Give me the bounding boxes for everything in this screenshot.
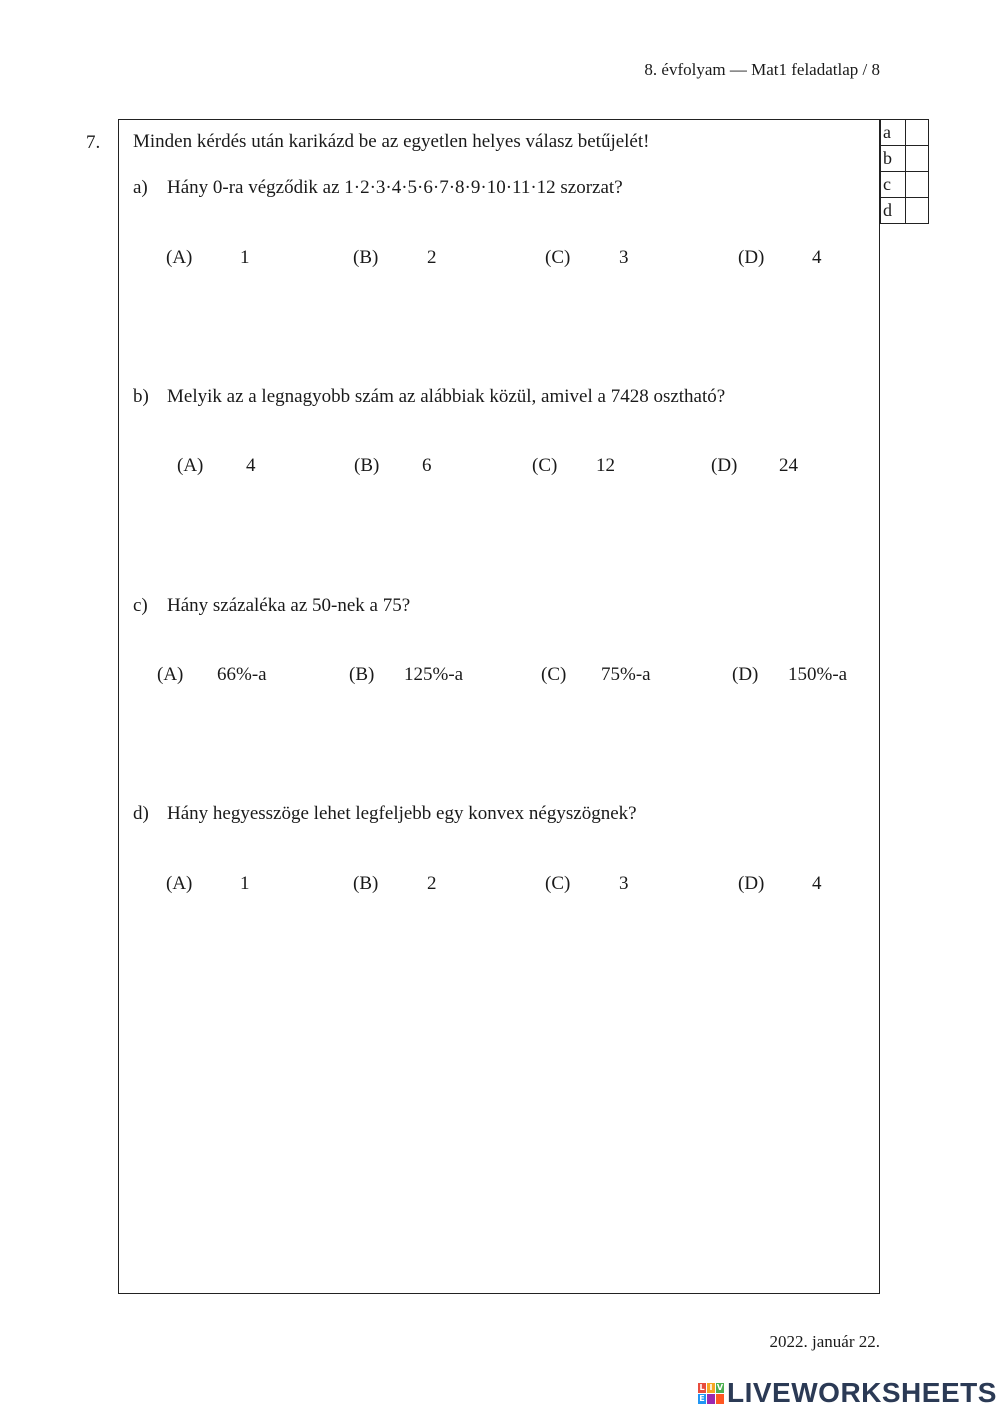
logo-tile: V <box>716 1382 724 1392</box>
option-value-a-C: 3 <box>619 247 629 268</box>
option-letter-b-C[interactable]: (C) <box>532 455 558 476</box>
question-text: Hány százaléka az 50-nek a 75? <box>167 595 411 616</box>
logo-tile: I <box>707 1383 715 1393</box>
question-text: Hány hegyesszöge lehet legfeljebb egy konvex négyszögnek? <box>167 803 637 824</box>
logo-tile: L <box>699 1382 705 1392</box>
option-value-a-A: 1 <box>240 247 250 268</box>
option-value-d-A: 1 <box>240 873 250 894</box>
option-value-b-A: 4 <box>246 455 256 476</box>
option-letter-a-C[interactable]: (C) <box>545 247 571 268</box>
option-value-d-C: 3 <box>619 873 629 894</box>
liveworksheets-logo-icon <box>698 1383 724 1404</box>
option-value-a-B: 2 <box>427 247 437 268</box>
option-value-d-B: 2 <box>427 873 437 894</box>
liveworksheets-wordmark: LIVEWORKSHEETS <box>727 1377 997 1408</box>
page-footer-date: 2022. január 22. <box>769 1332 880 1351</box>
question-a <box>133 177 623 199</box>
logo-tile <box>707 1394 715 1404</box>
option-letter-b-B[interactable]: (B) <box>354 455 380 476</box>
task-instruction: Minden kérdés után karikázd be az egyetlen helyes válasz betűjelét! <box>133 131 650 152</box>
task-frame <box>118 119 880 1294</box>
option-value-a-D: 4 <box>812 247 822 268</box>
option-value-c-D: 150%-a <box>788 664 848 685</box>
option-value-c-C: 75%-a <box>601 664 651 685</box>
page-header: 8. évfolyam — Mat1 feladatlap / 8 <box>644 60 880 79</box>
answer-row-label: d <box>881 198 906 224</box>
answer-row-b <box>881 146 929 172</box>
answer-row-label: c <box>881 172 906 198</box>
option-letter-c-C[interactable]: (C) <box>541 664 567 685</box>
answer-row-d <box>881 198 929 224</box>
answer-row-c <box>881 172 929 198</box>
question-label: c) <box>133 595 148 616</box>
question-b <box>133 386 725 408</box>
option-letter-a-B[interactable]: (B) <box>353 247 379 268</box>
answer-row-label: b <box>881 146 906 172</box>
option-letter-c-B[interactable]: (B) <box>349 664 375 685</box>
question-c <box>133 595 410 617</box>
question-text: Hány 0-ra végződik az 1·2·3·4·5·6·7·8·9·10·11·12 szorzat? <box>167 177 623 198</box>
option-letter-d-D[interactable]: (D) <box>738 873 765 894</box>
question-d <box>133 803 637 825</box>
option-value-b-B: 6 <box>422 455 432 476</box>
option-letter-c-D[interactable]: (D) <box>732 664 759 685</box>
answer-box-d[interactable] <box>906 198 929 224</box>
answer-box-c[interactable] <box>906 172 929 198</box>
answer-box-b[interactable] <box>906 146 929 172</box>
option-letter-a-A[interactable]: (A) <box>166 247 193 268</box>
option-value-d-D: 4 <box>812 873 822 894</box>
option-value-c-A: 66%-a <box>217 664 267 685</box>
task-number: 7. <box>86 132 101 153</box>
option-letter-b-A[interactable]: (A) <box>177 455 204 476</box>
question-text: Melyik az a legnagyobb szám az alábbiak közül, amivel a 7428 osztható? <box>167 386 726 407</box>
answer-row-label: a <box>881 120 906 146</box>
logo-tile: E <box>699 1393 705 1403</box>
option-letter-d-B[interactable]: (B) <box>353 873 379 894</box>
option-value-c-B: 125%-a <box>404 664 464 685</box>
option-letter-a-D[interactable]: (D) <box>738 247 765 268</box>
option-letter-c-A[interactable]: (A) <box>157 664 184 685</box>
answer-row-a <box>881 120 929 146</box>
question-label: b) <box>133 386 149 407</box>
answer-box-a[interactable] <box>906 120 929 146</box>
option-letter-d-A[interactable]: (A) <box>166 873 193 894</box>
option-letter-b-D[interactable]: (D) <box>711 455 738 476</box>
answer-table <box>880 119 929 224</box>
option-value-b-D: 24 <box>779 455 798 476</box>
option-letter-d-C[interactable]: (C) <box>545 873 571 894</box>
question-label: a) <box>133 177 148 198</box>
logo-tile <box>716 1394 724 1404</box>
question-label: d) <box>133 803 149 824</box>
liveworksheets-brand <box>698 1377 997 1409</box>
option-value-b-C: 12 <box>596 455 615 476</box>
